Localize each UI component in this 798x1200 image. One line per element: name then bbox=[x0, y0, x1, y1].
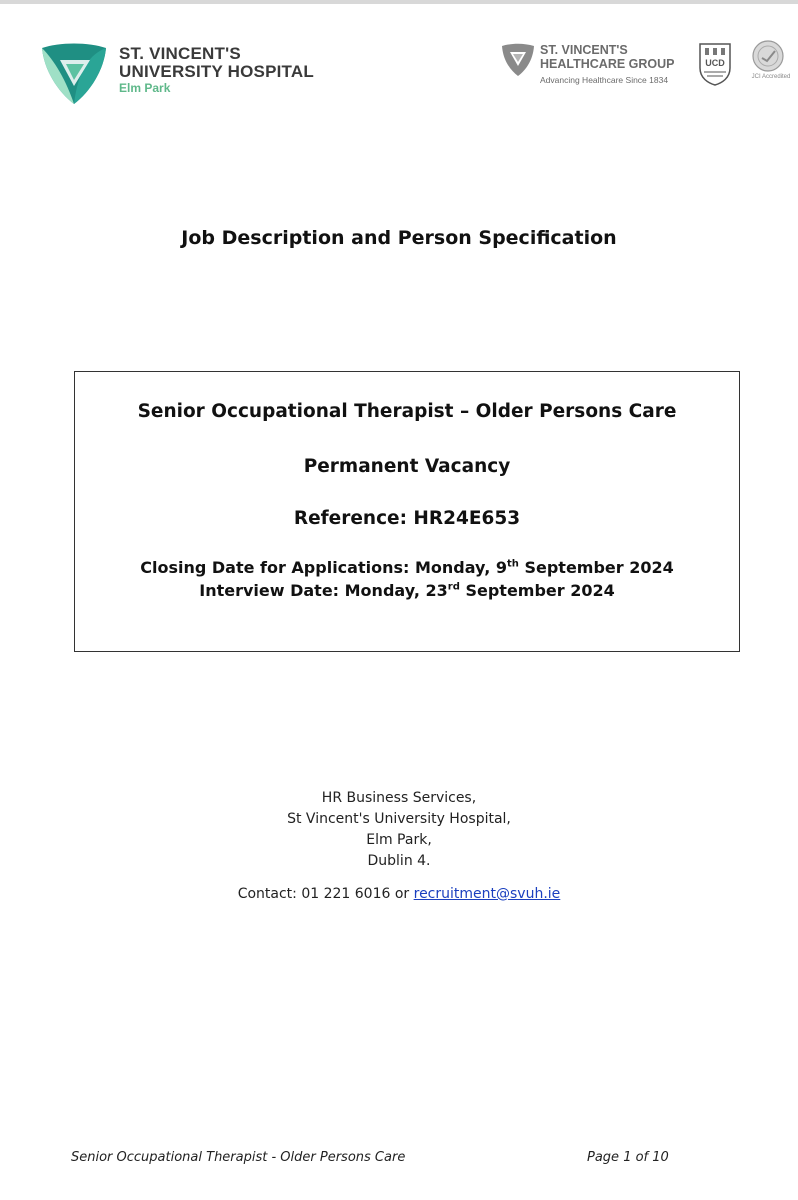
document-title: Job Description and Person Specification bbox=[181, 227, 617, 249]
contact-phone: Contact: 01 221 6016 or bbox=[237, 886, 414, 902]
recruitment-email-link[interactable]: recruitment@svuh.ie bbox=[413, 886, 561, 902]
address-line2: St Vincent's University Hospital, bbox=[287, 811, 511, 827]
closing-date-suffix-ordinal: th bbox=[507, 558, 519, 570]
interview-date-prefix: Interview Date: Monday, 23 bbox=[199, 581, 448, 600]
closing-date bbox=[75, 558, 739, 577]
closing-date-prefix: Closing Date for Applications: Monday, 9 bbox=[140, 558, 507, 577]
vacancy-type: Permanent Vacancy bbox=[303, 456, 511, 477]
jci-seal-icon bbox=[750, 40, 786, 74]
hospital-name-line2: UNIVERSITY HOSPITAL bbox=[119, 62, 314, 81]
svuh-shield-icon bbox=[40, 40, 108, 106]
top-border bbox=[0, 0, 798, 4]
hospital-name-line1: ST. VINCENT'S bbox=[119, 44, 241, 63]
hospital-logo bbox=[40, 40, 340, 110]
role-title: Senior Occupational Therapist – Older Persons Care bbox=[137, 401, 677, 422]
contact-line bbox=[0, 886, 798, 902]
footer-document-name: Senior Occupational Therapist - Older Persons Care bbox=[71, 1150, 406, 1165]
address-line1: HR Business Services, bbox=[321, 790, 477, 806]
group-name-line1: ST. VINCENT'S bbox=[540, 43, 628, 57]
hr-address bbox=[0, 788, 798, 872]
group-name-line2: HEALTHCARE GROUP bbox=[540, 57, 675, 71]
footer-page-number: Page 1 of 10 bbox=[587, 1150, 669, 1165]
group-tagline: Advancing Healthcare Since 1834 bbox=[540, 75, 669, 85]
address-line3: Elm Park, bbox=[366, 832, 432, 848]
interview-date-suffix-ordinal: rd bbox=[447, 581, 460, 593]
vacancy-box bbox=[74, 371, 740, 652]
ucd-label: UCD bbox=[705, 58, 725, 68]
svhg-shield-icon bbox=[500, 42, 536, 78]
jci-label: JCI Accredited bbox=[751, 74, 791, 80]
reference-number: Reference: HR24E653 bbox=[293, 508, 521, 529]
ucd-logo bbox=[698, 42, 732, 86]
interview-date-month-year: September 2024 bbox=[459, 581, 615, 600]
hospital-site-name: Elm Park bbox=[119, 81, 171, 95]
interview-date bbox=[75, 581, 739, 600]
closing-date-month-year: September 2024 bbox=[518, 558, 674, 577]
healthcare-group-logo bbox=[500, 40, 690, 90]
jci-logo bbox=[750, 40, 792, 84]
address-line4: Dublin 4. bbox=[367, 853, 431, 869]
